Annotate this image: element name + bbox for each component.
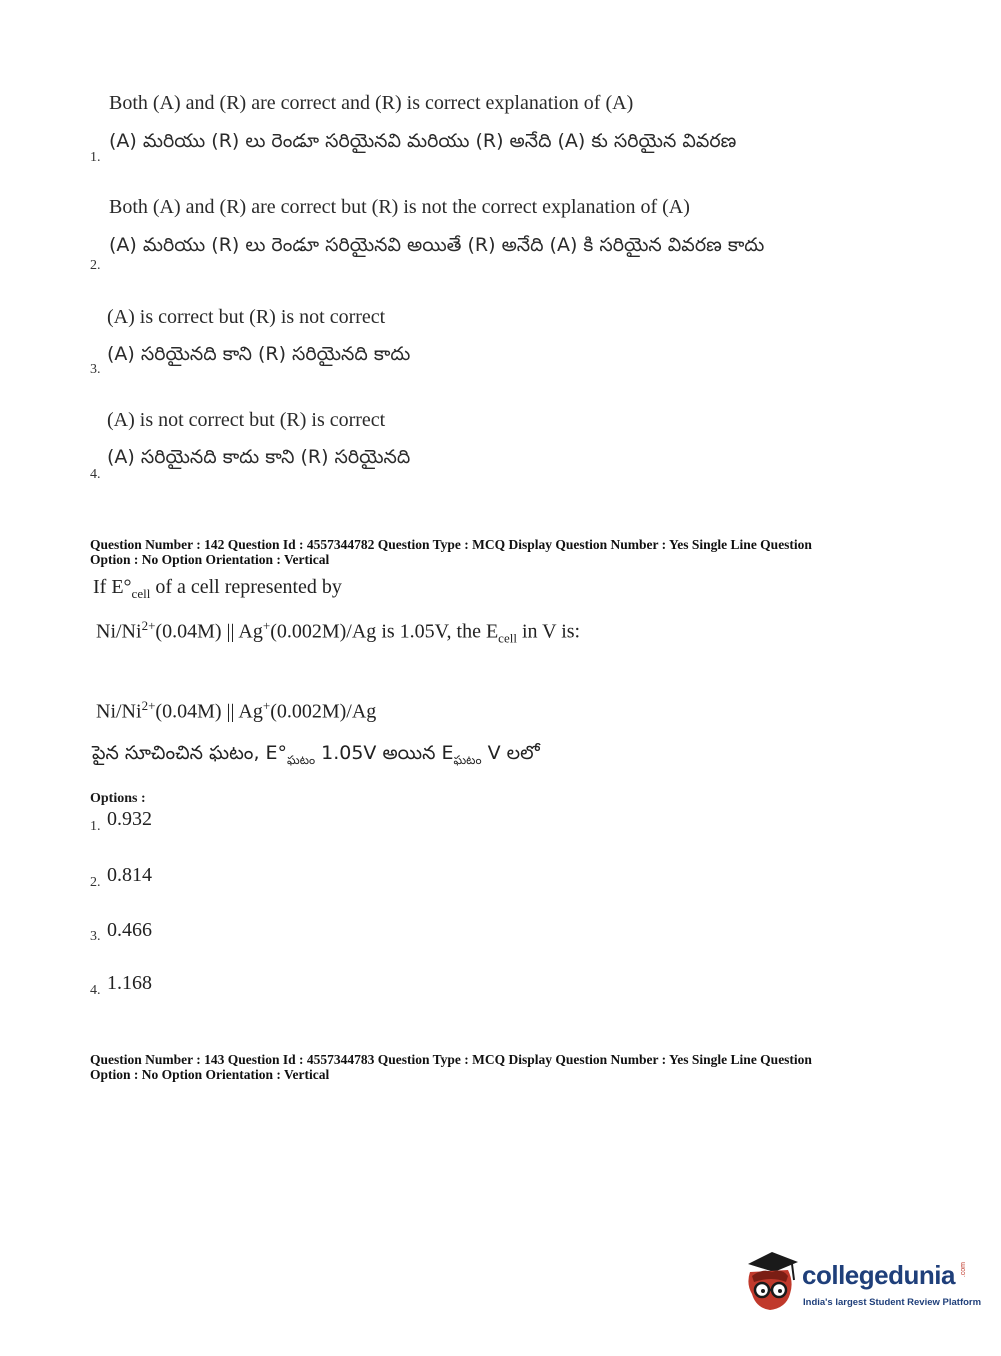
text-segment: of a cell represented by — [150, 576, 342, 598]
mascot-icon — [742, 1250, 800, 1316]
option-text-en: (A) is not correct but (R) is correct — [107, 409, 386, 431]
meta-line-2: Option : No Option Orientation : Vertical — [90, 552, 330, 567]
text-segment: V లలో — [481, 742, 540, 764]
option-number: 4. — [90, 467, 101, 482]
superscript: 2+ — [141, 618, 156, 633]
question-text-line-2 — [96, 618, 580, 647]
option-text-te: (A) మరియు (R) లు రెండూ సరియైనవి అయితే (R) అనేది (A) కి సరియైన వివరణ కాదు — [109, 234, 765, 256]
option-text-te: (A) సరియైనది కాదు కాని (R) సరియైనది — [107, 446, 411, 468]
question-meta — [90, 537, 812, 567]
text-segment: If E° — [93, 576, 132, 598]
text-segment: Ni/Ni — [96, 620, 142, 643]
superscript: 2+ — [141, 698, 156, 713]
option-number: 2. — [90, 875, 101, 890]
text-segment: (0.04M) || Ag — [155, 620, 263, 643]
subscript: ఘటం — [453, 752, 482, 767]
option-number: 3. — [90, 362, 101, 377]
meta-line-2: Option : No Option Orientation : Vertical — [90, 1067, 330, 1082]
question-143-meta — [90, 1052, 812, 1082]
question-text-line-1 — [93, 576, 342, 602]
brand-tagline: India's largest Student Review Platform — [803, 1297, 982, 1308]
option-number: 3. — [90, 929, 101, 944]
option-value: 0.932 — [107, 808, 152, 830]
collegedunia-logo[interactable] — [742, 1250, 982, 1320]
meta-line-1: Question Number : 142 Question Id : 4557344782 Question Type : MCQ Display Question Number : Yes Single Line Question — [90, 537, 812, 552]
option-text-te: (A) సరియైనది కాని (R) సరియైనది కాదు — [107, 343, 411, 365]
text-segment: is 1.05V, the E — [376, 620, 499, 643]
option-value: 0.466 — [107, 919, 152, 941]
option-number: 1. — [90, 819, 101, 834]
option-number: 1. — [90, 150, 101, 165]
text-segment: పైన సూచించిన ఘటం, E° — [92, 742, 288, 764]
options-label: Options : — [90, 791, 146, 806]
subscript: cell — [131, 586, 151, 601]
option-text-en: (A) is correct but (R) is not correct — [107, 306, 386, 328]
text-segment: Ni/Ni — [96, 700, 142, 723]
subscript: cell — [498, 630, 517, 646]
text-segment: in V is: — [516, 620, 581, 643]
superscript: + — [262, 618, 271, 633]
meta-line-1: Question Number : 143 Question Id : 4557344783 Question Type : MCQ Display Question Number : Yes Single Line Question — [90, 1052, 812, 1067]
superscript: + — [262, 698, 271, 713]
question-cell-notation — [96, 698, 376, 724]
option-value: 1.168 — [107, 972, 152, 994]
brand-name: collegedunia — [802, 1260, 955, 1290]
option-text-en: Both (A) and (R) are correct but (R) is not the correct explanation of (A) — [109, 196, 690, 218]
option-text-en: Both (A) and (R) are correct and (R) is correct explanation of (A) — [109, 92, 634, 114]
question-text-te — [92, 742, 540, 770]
subscript: ఘటం — [287, 752, 316, 767]
text-segment: (0.002M)/Ag — [270, 700, 377, 723]
text-segment: 1.05V అయిన E — [315, 742, 454, 764]
option-number: 4. — [90, 983, 101, 998]
text-segment: (0.04M) || Ag — [155, 700, 263, 723]
option-text-te: (A) మరియు (R) లు రెండూ సరియైనవి మరియు (R) అనేది (A) కు సరియైన వివరణ — [109, 130, 737, 152]
text-segment: (0.002M)/Ag — [270, 620, 377, 643]
option-number: 2. — [90, 258, 101, 273]
brand-suffix: .com — [960, 1262, 967, 1278]
option-value: 0.814 — [107, 864, 152, 886]
